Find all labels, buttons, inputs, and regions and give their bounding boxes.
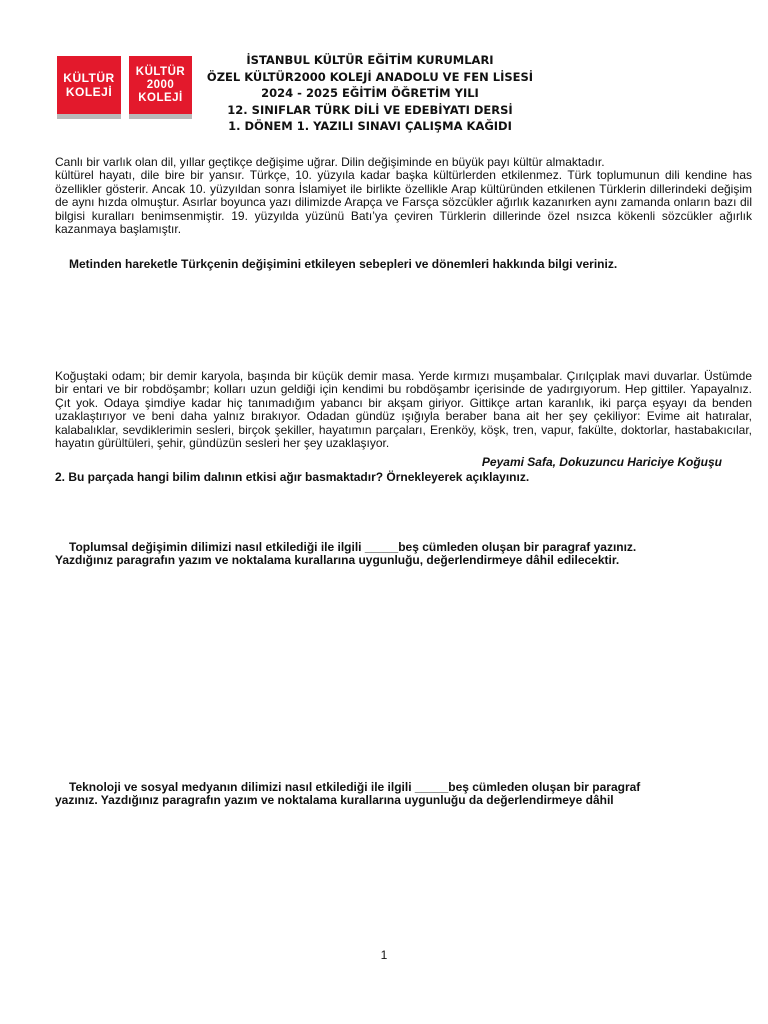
document-header xyxy=(200,52,540,135)
question-4 xyxy=(55,781,752,808)
question-3 xyxy=(55,541,752,568)
kultur-2000-koleji-logo xyxy=(129,56,192,114)
logo-right-line1: KÜLTÜR xyxy=(135,65,186,78)
kultur-koleji-logo xyxy=(57,56,121,114)
header-academic-year: 2024 - 2025 EĞİTİM ÖĞRETİM YILI xyxy=(261,86,479,100)
header-course: 12. SINIFLAR TÜRK DİLİ VE EDEBİYATI DERSİ xyxy=(227,102,513,117)
question-4-line1: Teknoloji ve sosyal medyanın dilimizi nasıl etkilediği ile ilgili _____beş cümleden oluşan bir paragraf xyxy=(69,780,641,794)
passage-2: Koğuştaki odam; bir demir karyola, başında bir küçük demir masa. Yerde kırmızı muşambalar. Çırılçıplak mavi duvarlar. Üstümde bir entari ve bir robdöşambr; kolları uzun geldiği için kendimi bu robdöşambr içerisinde de yadırgıyorum. Hep gittiler. Yapayalnız. Çıt yok. Odaya şimdiye kadar hiç tanımadığım yabancı bir akşam giriyor. Gittikçe artan karanlık, iki parça eşyayı da benden uzaklaştırıyor ve beni daha yalnız bırakıyor. Odadan gündüz ışığıyla beraber bana ait her şey çekiliyor: Evime ait hatıralar, kalabalıklar, sevdiklerimin sesleri, birçok şekiller, hayatımın parçaları, Erenköy, köşk, tren, vapur, fakülte, doktorlar, hastabakıcılar, hayatın gürültüleri, şehir, gündüzün sesleri her şey uzaklaşıyor. xyxy=(55,369,752,451)
header-exam-title: 1. DÖNEM 1. YAZILI SINAVI ÇALIŞMA KAĞIDI xyxy=(228,119,512,133)
page-number: 1 xyxy=(380,948,388,962)
question-1: Metinden hareketle Türkçenin değişimini etkileyen sebepleri ve dönemleri hakkında bilgi veriniz. xyxy=(69,257,618,271)
header-institution: İSTANBUL KÜLTÜR EĞİTİM KURUMLARI xyxy=(246,53,494,67)
question-3-line1: Toplumsal değişimin dilimizi nasıl etkilediği ile ilgili _____beş cümleden oluşan bir paragraf yazınız. xyxy=(69,540,637,554)
passage-1 xyxy=(55,156,752,236)
logo-left-line2: KOLEJİ xyxy=(65,85,113,99)
passage-1-body: kültürel hayatı, dile bire bir yansır. Türkçe, 10. yüzyıla kadar başka kültürlerden etkilenmez. Türk toplumunun dili kendine has özellikler gösterir. Ancak 10. yüzyıldan sonra İslamiyet ile birlikte özellikle Arap kültüründen etkilenen Türklerin dillerindeki değişim de aynı hızda olmuştur. Asırlar boyunca yazı dilimizde Arapça ve Farsça sözcükler ağırlık kazanırken aynı zamanda onların bazı dil bilgisi kuralları benimsenmiştir. 19. yüzyılda yüzünü Batı’ya çeviren Türklerin dillerinde özel nsızca kökenli sözcükler ağırlık kazanmaya başlamıştır. xyxy=(55,168,752,237)
passage-1-first-line: Canlı bir varlık olan dil, yıllar geçtikçe değişime uğrar. Dilin değişiminde en büyük payı kültür almaktadır. xyxy=(55,155,605,169)
question-3-line2: Yazdığınız paragrafın yazım ve noktalama kurallarına uygunluğu, değerlendirmeye dâhil edilecektir. xyxy=(55,553,620,568)
question-4-line2: yazınız. Yazdığınız paragrafın yazım ve noktalama kurallarına uygunluğu da değerlendirmeye dâhil xyxy=(55,793,614,808)
header-school: ÖZEL KÜLTÜR2000 KOLEJİ ANADOLU VE FEN LİSESİ xyxy=(206,69,534,84)
logo-right-line3: KOLEJİ xyxy=(138,91,183,104)
passage-2-attribution: Peyami Safa, Dokuzuncu Hariciye Koğuşu xyxy=(481,455,722,469)
logo-right-line2: 2000 xyxy=(146,78,175,91)
question-2: 2. Bu parçada hangi bilim dalının etkisi ağır basmaktadır? Örnekleyerek açıklayınız. xyxy=(55,470,530,484)
logo-left-line1: KÜLTÜR xyxy=(63,71,115,85)
